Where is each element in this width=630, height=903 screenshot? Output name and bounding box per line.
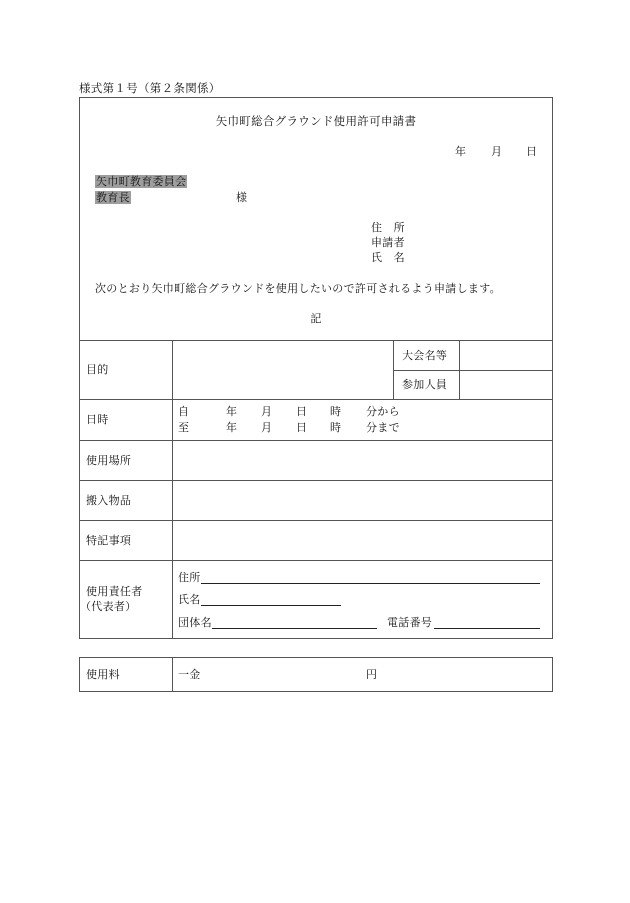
participants-field[interactable] — [460, 371, 552, 398]
form-number: 様式第１号（第２条関係） — [79, 81, 221, 95]
participants-label: 参加人員 — [402, 378, 448, 391]
event-name-label: 大会名等 — [402, 349, 448, 362]
responsible-address-label: 住所 — [178, 571, 201, 584]
responsible-phone-line[interactable] — [434, 628, 540, 629]
fee-unit: 円 — [366, 668, 378, 681]
from-year: 年 — [226, 405, 238, 418]
applicant-label: 申請者 — [371, 236, 405, 249]
datetime-to: 至 — [178, 421, 190, 434]
from-hour: 時 — [330, 405, 342, 418]
responsible-name-label: 氏名 — [178, 593, 201, 606]
responsible-group-label: 団体名 — [178, 616, 212, 629]
fee-prefix: 一金 — [178, 668, 201, 681]
applicant-name-label: 氏 名 — [371, 251, 405, 264]
to-day: 日 — [296, 421, 308, 434]
to-minute: 分まで — [366, 421, 400, 434]
responsible-name-line[interactable] — [201, 605, 341, 606]
purpose-field[interactable] — [173, 341, 392, 398]
datetime-from: 自 — [178, 405, 190, 418]
to-month: 月 — [261, 421, 273, 434]
from-month: 月 — [261, 405, 273, 418]
remarks-label: 特記事項 — [86, 534, 132, 547]
to-hour: 時 — [330, 421, 342, 434]
applicant-address-label: 住 所 — [371, 221, 405, 234]
location-field[interactable] — [173, 441, 552, 479]
remarks-field[interactable] — [173, 521, 552, 559]
to-year: 年 — [226, 421, 238, 434]
fee-label: 使用料 — [86, 668, 120, 681]
location-label: 使用場所 — [86, 454, 132, 467]
items-label: 搬入物品 — [86, 494, 132, 507]
fee-amount-field[interactable] — [205, 662, 360, 686]
date-month: 月 — [491, 145, 503, 158]
representative-label: （代表者） — [80, 600, 137, 613]
responsible-phone-label: 電話番号 — [387, 616, 433, 629]
note-mark: 記 — [310, 312, 322, 325]
request-text: 次のとおり矢巾町総合グラウンドを使用したいので許可されるよう申請します。 — [95, 282, 501, 295]
addressee-title: 教育長 — [96, 191, 130, 204]
datetime-label: 日時 — [86, 413, 109, 426]
event-name-field[interactable] — [460, 341, 552, 369]
from-minute: 分から — [366, 405, 400, 418]
form-title: 矢巾町総合グラウンド使用許可申請書 — [215, 114, 417, 128]
purpose-label: 目的 — [86, 363, 109, 376]
responsible-label: 使用責任者 — [86, 585, 143, 598]
addressee-honorific: 様 — [236, 191, 248, 204]
responsible-address-line[interactable] — [201, 583, 540, 584]
addressee-org: 矢巾町教育委員会 — [96, 175, 187, 188]
date-year: 年 — [455, 145, 467, 158]
items-field[interactable] — [173, 481, 552, 519]
from-day: 日 — [296, 405, 308, 418]
responsible-group-line[interactable] — [212, 628, 377, 629]
date-day: 日 — [526, 145, 538, 158]
